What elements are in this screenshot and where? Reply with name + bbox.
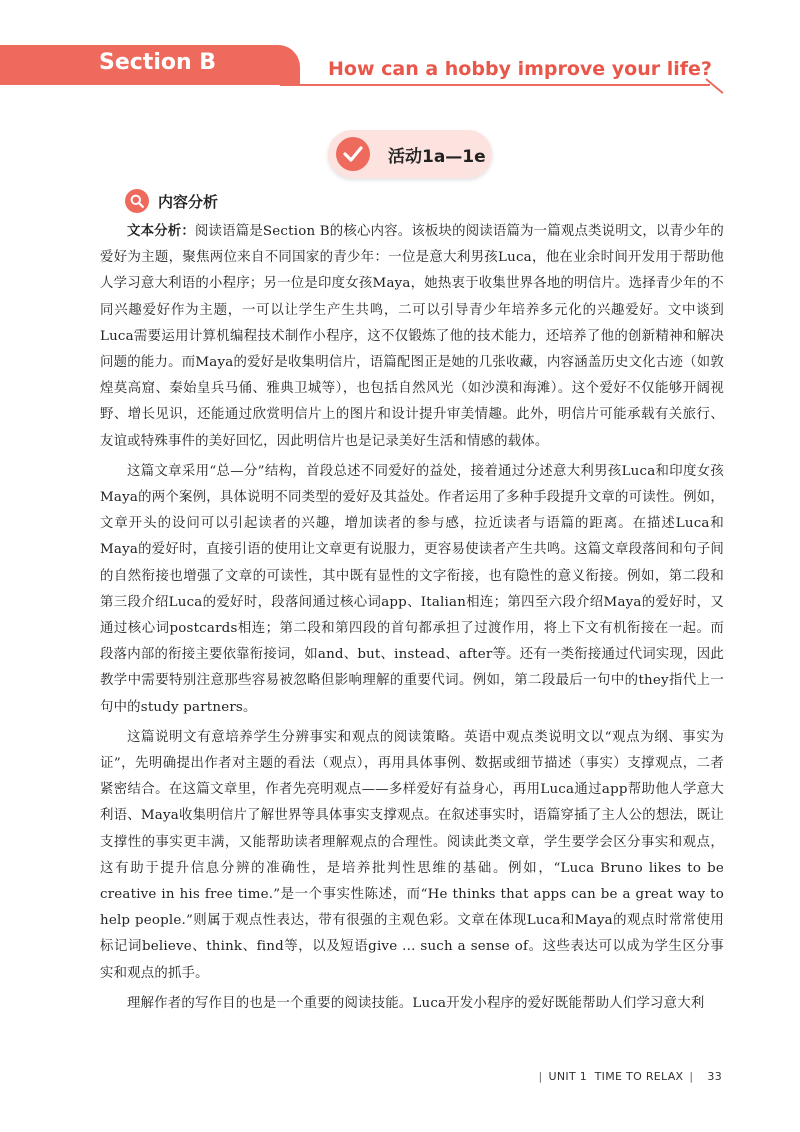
header-rule-tail: [705, 78, 723, 94]
footer-unit-title: TIME TO RELAX: [594, 1070, 684, 1083]
content-heading: [125, 188, 218, 214]
paragraph-lead: 文本分析：: [127, 223, 195, 239]
page-number: 33: [707, 1070, 722, 1083]
section-tab: [0, 45, 300, 85]
paragraph-text: 阅读语篇是Section B的核心内容。该板块的阅读语篇为一篇观点类说明文，以青少年的爱好为主题，聚焦两位来自不同国家的青少年：一位是意大利男孩Luca，他在业余时间开发用于帮助他人学习意大利语的小程序；另一位是印度女孩Maya，她热衷于收集世界各地的明信片。选择青少年的不同兴趣爱好作为主题，一可以让学生产生共鸣，二可以引导青少年培养多元化的兴趣爱好。文中谈到Luca需要运用计算机编程技术制作小程序，这不仅锻炼了他的技术能力，还培养了他的创新精神和解决问题的能力。而Maya的爱好是收集明信片，语篇配图正是她的几张收藏，内容涵盖历史文化古迹（如敦煌莫高窟、秦始皇兵马俑、雅典卫城等），也包括自然风光（如沙漠和海滩）。这个爱好不仅能够开阔视野、增长见识，还能通过欣赏明信片上的图片和设计提升审美情趣。此外，明信片可能承载有关旅行、友谊或特殊事件的美好回忆，因此明信片也是记录美好生活和情感的载体。: [100, 224, 724, 449]
body-text: [100, 218, 724, 1021]
check-icon: [336, 137, 370, 171]
activity-label: 活动1a—1e: [388, 147, 486, 167]
paragraph-4: [100, 991, 724, 1017]
paragraph-2: [100, 459, 724, 721]
section-subtitle: How can a hobby improve your life?: [328, 58, 712, 80]
paragraph-text: 这篇文章采用“总—分”结构，首段总述不同爱好的益处，接着通过分述意大利男孩Luca和印度女孩Maya的两个案例，具体说明不同类型的爱好及其益处。作者运用了多种手段提升文章的可读性。例如，文章开头的设问可以引起读者的兴趣，增加读者的参与感，拉近读者与语篇的距离。在描述Luca和Maya的爱好时，直接引语的使用让文章更有说服力，更容易使读者产生共鸣。这篇文章段落间和句子间的自然衔接也增强了文章的可读性，其中既有显性的文字衔接，也有隐性的意义衔接。例如，第二段和第三段介绍Luca的爱好时，段落间通过核心词app、Italian相连；第四至六段介绍Maya的爱好时，又通过核心词postcards相连；第二段和第四段的首句都承担了过渡作用，将上下文有机衔接在一起。而段落内部的衔接主要依靠衔接词，如and、but、instead、after等。还有一类衔接通过代词实现，因此教学中需要特别注意那些容易被忽略但影响理解的重要代词。例如，第二段最后一句中的they指代上一句中的study partners。: [100, 463, 724, 715]
paragraph-1: [100, 218, 724, 455]
paragraph-3: [100, 725, 724, 987]
content-heading-label: 内容分析: [158, 192, 219, 211]
paragraph-text: 这篇说明文有意培养学生分辨事实和观点的阅读策略。英语中观点类说明文以“观点为纲、事实为证”，先明确提出作者对主题的看法（观点），再用具体事例、数据或细节描述（事实）支撑观点，二者紧密结合。在这篇文章里，作者先亮明观点——多样爱好有益身心，再用Luca通过app帮助他人学意大利语、Maya收集明信片了解世界等具体事实支撑观点。在叙述事实时，语篇穿插了主人公的想法，既让支撑性的事实更丰满，又能帮助读者理解观点的合理性。阅读此类文章，学生要学会区分事实和观点，这有助于提升信息分辨的准确性，是培养批判性思维的基础。例如，“Luca Bruno likes to be creative in his free time.”是一个事实性陈述，而“He thinks that apps can be a great way to help people.”则属于观点性表达，带有很强的主观色彩。文章在体现Luca和Maya的观点时常常使用标记词believe、think、find等，以及短语give ... such a sense of。这些表达可以成为学生区分事实和观点的抓手。: [100, 729, 724, 981]
paragraph-text: 理解作者的写作目的也是一个重要的阅读技能。Luca开发小程序的爱好既能帮助人们学习意大利: [127, 995, 705, 1011]
footer-unit: UNIT 1: [548, 1070, 588, 1083]
section-title: Section B: [99, 50, 217, 75]
footer-divider: |: [538, 1070, 543, 1083]
footer-divider: |: [689, 1070, 694, 1083]
activity-badge: [328, 130, 492, 178]
search-icon: [125, 189, 149, 213]
page-footer: [533, 1070, 723, 1083]
header-rule: [280, 84, 710, 86]
